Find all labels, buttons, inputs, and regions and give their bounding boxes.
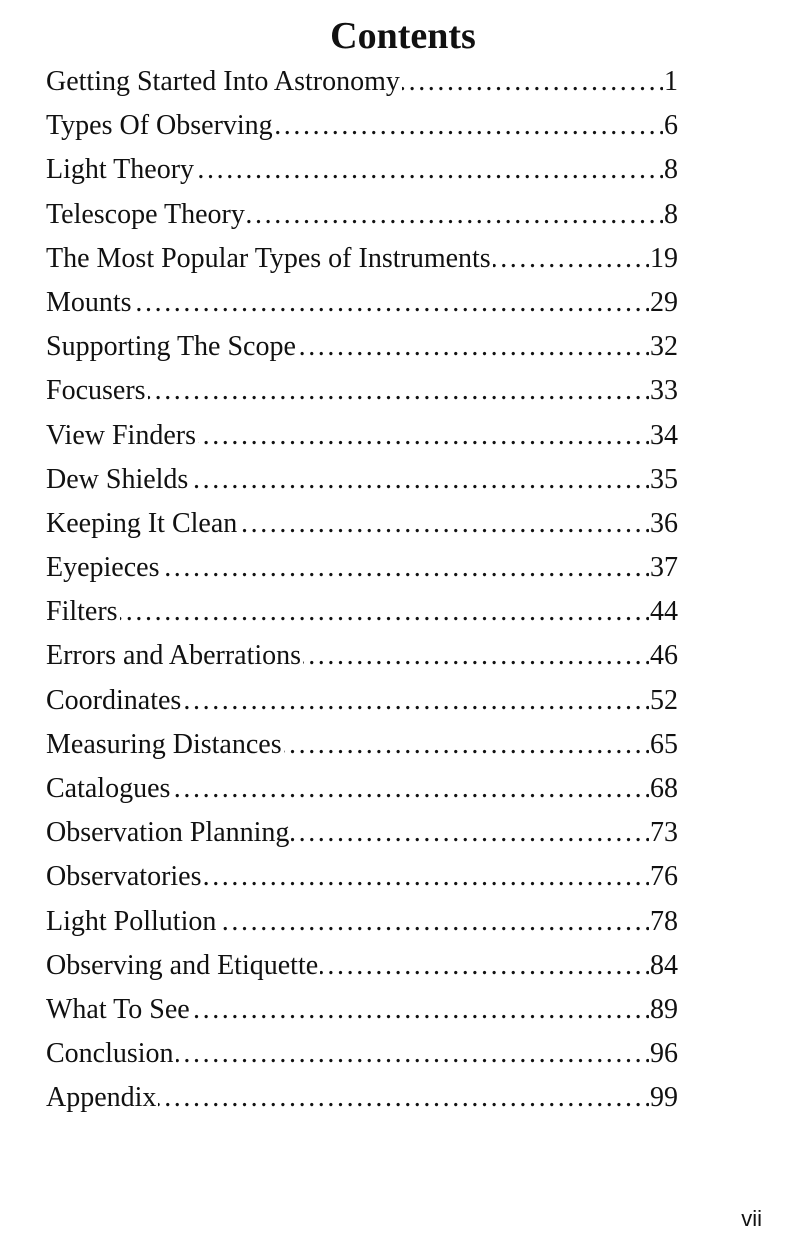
dot-leader — [196, 148, 663, 192]
toc-entry-page: 37 — [650, 552, 678, 584]
toc-entry-title: Focusers — [46, 375, 146, 407]
toc-entry-title: Catalogues — [46, 773, 171, 804]
toc-entry-title: Getting Started Into Astronomy — [46, 66, 400, 97]
page-number: vii — [741, 1206, 762, 1231]
dot-leader — [183, 679, 649, 723]
toc-entry-page: 34 — [650, 419, 678, 451]
toc-entry-page: 99 — [650, 1082, 678, 1114]
toc-entry[interactable] — [46, 148, 678, 192]
toc-entry-title: Errors and Aberrations — [46, 640, 302, 672]
toc-entry-title: Mounts — [46, 286, 132, 318]
toc-entry-title: Observation Planning — [46, 817, 290, 849]
toc-entry-title: Measuring Distances — [46, 728, 282, 760]
toc-entry-title: Light Theory — [46, 154, 195, 186]
dot-leader — [284, 723, 649, 767]
dot-leader — [158, 1076, 649, 1120]
toc-entry-page: 19 — [650, 242, 678, 274]
table-of-contents — [46, 60, 678, 1121]
toc-entry-page: 32 — [650, 331, 678, 363]
toc-entry-title: View Finders — [46, 419, 196, 451]
toc-entry-title: Telescope Theory — [46, 198, 245, 230]
toc-entry-title: Light Pollution — [46, 905, 217, 937]
toc-entry[interactable] — [46, 900, 678, 944]
dot-leader — [493, 237, 649, 281]
toc-entry-page: 73 — [650, 817, 678, 849]
dot-leader — [402, 60, 663, 104]
toc-entry[interactable] — [46, 679, 678, 723]
dot-leader — [303, 634, 649, 678]
toc-entry[interactable] — [46, 546, 678, 590]
dot-leader — [134, 281, 649, 325]
toc-entry-page: 44 — [650, 596, 678, 628]
dot-leader — [172, 767, 649, 811]
toc-entry-title: Filters — [46, 596, 118, 628]
dot-leader — [176, 1032, 649, 1076]
toc-entry[interactable] — [46, 767, 678, 811]
toc-entry-title: Coordinates — [46, 684, 182, 716]
toc-entry[interactable] — [46, 590, 678, 634]
toc-entry-title: Observing and Etiquette — [46, 949, 319, 981]
toc-entry[interactable] — [46, 369, 678, 413]
dot-leader — [190, 458, 649, 502]
toc-entry[interactable] — [46, 458, 678, 502]
toc-entry[interactable] — [46, 325, 678, 369]
dot-leader — [320, 944, 649, 988]
toc-entry-title: Appendix — [46, 1082, 157, 1114]
dot-leader — [291, 811, 649, 855]
toc-entry[interactable] — [46, 193, 678, 237]
dot-leader — [239, 502, 649, 546]
toc-entry[interactable] — [46, 988, 678, 1032]
toc-entry-title: Dew Shields — [46, 463, 189, 495]
toc-entry-page: 29 — [650, 286, 678, 318]
toc-entry-page: 68 — [650, 773, 678, 804]
toc-entry[interactable] — [46, 60, 678, 104]
page-title: Contents — [330, 15, 476, 57]
toc-entry-title: Conclusion — [46, 1038, 174, 1070]
dot-leader — [192, 988, 649, 1032]
toc-entry[interactable] — [46, 634, 678, 678]
toc-entry-page: 36 — [650, 507, 678, 539]
dot-leader — [247, 193, 663, 237]
toc-entry[interactable] — [46, 1032, 678, 1076]
toc-entry-page: 89 — [650, 993, 678, 1025]
toc-entry-title: Supporting The Scope — [46, 331, 296, 363]
toc-entry[interactable] — [46, 944, 678, 988]
toc-entry-page: 35 — [650, 463, 678, 495]
toc-entry[interactable] — [46, 1076, 678, 1120]
toc-entry-title: Eyepieces — [46, 552, 160, 584]
toc-entry-title: Observatories — [46, 861, 202, 893]
toc-entry-page: 76 — [650, 861, 678, 893]
toc-entry-page: 84 — [650, 949, 678, 981]
toc-entry-page: 46 — [650, 640, 678, 672]
toc-entry-page: 65 — [650, 728, 678, 760]
toc-entry-title: Keeping It Clean — [46, 507, 238, 539]
dot-leader — [204, 855, 649, 899]
toc-entry[interactable] — [46, 855, 678, 899]
dot-leader — [218, 900, 649, 944]
dot-leader — [148, 369, 649, 413]
toc-entry-page: 78 — [650, 905, 678, 937]
toc-entry-page: 52 — [650, 684, 678, 716]
toc-entry[interactable] — [46, 281, 678, 325]
toc-entry-title: The Most Popular Types of Instruments — [46, 242, 491, 274]
toc-entry[interactable] — [46, 104, 678, 148]
toc-entry-page: 8 — [664, 154, 678, 186]
toc-entry-page: 6 — [664, 110, 678, 142]
dot-leader — [162, 546, 650, 590]
toc-entry-page: 33 — [650, 375, 678, 407]
toc-entry-title: What To See — [46, 993, 190, 1025]
toc-entry[interactable] — [46, 502, 678, 546]
toc-entry[interactable] — [46, 811, 678, 855]
toc-entry-page: 1 — [664, 66, 678, 97]
toc-entry-page: 8 — [664, 198, 678, 230]
dot-leader — [275, 104, 663, 148]
toc-entry[interactable] — [46, 414, 678, 458]
dot-leader — [120, 590, 649, 634]
toc-entry-title: Types Of Observing — [46, 110, 273, 142]
toc-entry[interactable] — [46, 237, 678, 281]
dot-leader — [198, 414, 649, 458]
toc-entry[interactable] — [46, 723, 678, 767]
toc-entry-page: 96 — [650, 1038, 678, 1070]
dot-leader — [298, 325, 649, 369]
